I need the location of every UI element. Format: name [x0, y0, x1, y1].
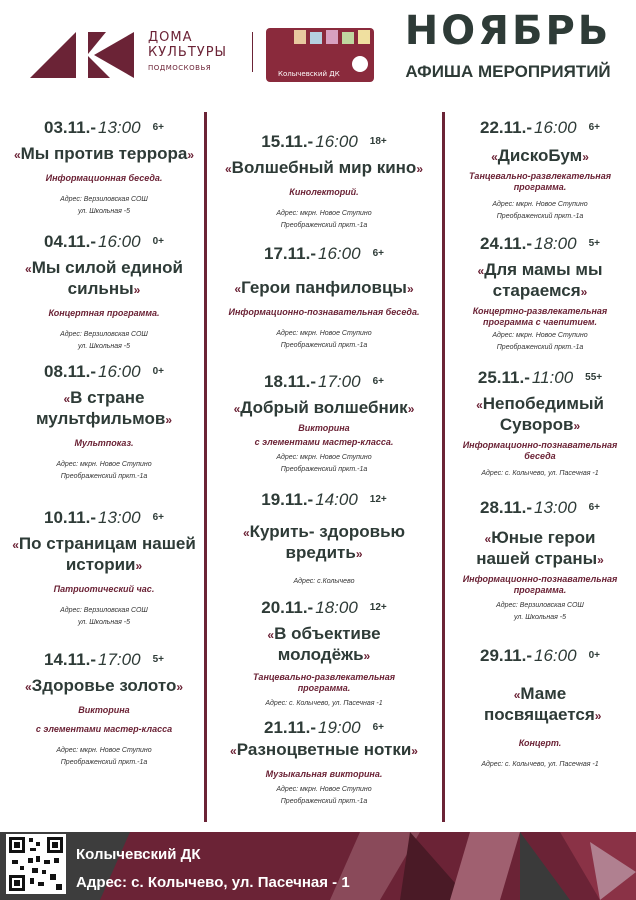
org-line1: ДОМА	[148, 30, 193, 45]
event-desc: Викторина с элементами мастер-класса.	[254, 423, 394, 447]
age-badge: 5+	[152, 654, 164, 665]
event-date: 25.11.- 11:00 55+	[477, 368, 603, 387]
event-address: Адрес: мкрн. Новое Ступино Преображенский пркт.-1а	[276, 786, 372, 805]
event-title: «Мы против террора»	[13, 144, 195, 163]
event-title: «По страницам нашей истории»	[12, 534, 196, 574]
footer-venue-name: Колычевский ДК	[76, 846, 201, 863]
event-desc: Кинолекторий.	[289, 187, 359, 197]
event-desc: Патриотический час.	[53, 584, 155, 594]
event-address: Адрес: мкрн. Новое Ступино Преображенский пркт.-1а	[56, 461, 152, 480]
event-desc: Мультпоказ.	[74, 438, 134, 448]
event-title: «Мы силой единой сильны»	[25, 258, 183, 298]
event-date: 20.11.- 18:00 12+	[261, 598, 387, 617]
event-desc: Викторина с элементами мастер-класса	[35, 705, 173, 734]
event-title: «Волшебный мир кино»	[224, 158, 424, 177]
event-desc: Информационно-познавательная беседа.	[228, 307, 420, 317]
event-title: «Юные герои нашей страны»	[476, 528, 604, 568]
logo-divider	[252, 32, 253, 72]
event-title: «Разноцветные нотки»	[230, 740, 418, 759]
event-date: 28.11.- 13:00 6+	[480, 498, 600, 517]
column-divider	[442, 112, 445, 822]
age-badge: 0+	[152, 366, 164, 377]
event-address: Адрес: Верзиловская СОШ ул. Школьная -5	[60, 607, 148, 626]
event-date: 19.11.- 14:00 12+	[261, 490, 387, 509]
event-card	[208, 490, 440, 588]
age-badge: 6+	[152, 122, 164, 133]
event-title: «Для мамы мы стараемся»	[477, 260, 603, 300]
event-title: «Герои панфиловцы»	[234, 278, 414, 297]
event-address: Адрес: мкрн. Новое Ступино Преображенский пркт.-1а	[56, 747, 152, 766]
age-badge: 6+	[372, 722, 384, 733]
event-card	[4, 118, 204, 218]
event-card	[448, 234, 632, 354]
event-desc: Информационная беседа.	[45, 173, 163, 183]
org-logo-text	[148, 30, 227, 72]
event-desc: Музыкальная викторина.	[265, 769, 383, 779]
event-address: Адрес: мкрн. Новое Ступино Преображенский пркт.-1а	[276, 330, 372, 349]
event-card	[448, 368, 632, 480]
event-date: 04.11.- 16:00 0+	[44, 232, 164, 251]
poster-subtitle: АФИША МЕРОПРИЯТИЙ	[405, 62, 611, 81]
event-title: «В объективе молодёжь»	[267, 624, 381, 664]
event-title: «Курить- здоровью вредить»	[242, 522, 406, 562]
event-desc: Танцевально-развлекательная программа.	[468, 171, 612, 192]
event-desc: Концерт.	[518, 738, 562, 748]
event-address: Адрес: мкрн. Новое Ступино Преображенский пркт.-1а	[492, 201, 588, 220]
event-card	[4, 650, 204, 769]
age-badge: 6+	[372, 248, 384, 259]
event-title: «Добрый волшебник»	[233, 398, 415, 417]
month-title: НОЯБРЬ	[404, 8, 612, 54]
event-date: 24.11.- 18:00 5+	[480, 234, 600, 253]
age-badge: 0+	[152, 236, 164, 247]
event-date: 18.11.- 17:00 6+	[264, 372, 384, 391]
column-divider	[204, 112, 207, 822]
age-badge: 12+	[369, 494, 387, 505]
age-badge: 5+	[588, 238, 600, 249]
kolychevo-dk-logo	[264, 24, 376, 86]
event-title: «Непобедимый Суворов»	[476, 394, 604, 434]
age-badge: 6+	[372, 376, 384, 387]
event-date: 29.11.- 16:00 0+	[480, 646, 600, 665]
event-title: «Здоровье золото»	[24, 676, 184, 695]
event-address: Адрес: мкрн. Новое Ступино Преображенский пркт.-1а	[492, 332, 588, 351]
event-card	[208, 718, 440, 808]
event-desc: Концертно-развлекательная программа с чаепитием.	[472, 306, 608, 327]
event-desc: Концертная программа.	[48, 308, 160, 318]
event-address: Адрес: с.Колычево	[293, 578, 355, 585]
event-card	[448, 646, 632, 771]
event-card	[448, 118, 632, 223]
event-address: Адрес: Верзиловская СОШ ул. Школьная -5	[60, 331, 148, 350]
event-address: Адрес: мкрн. Новое Ступино Преображенский пркт.-1а	[276, 454, 372, 473]
event-date: 14.11.- 17:00 5+	[44, 650, 164, 669]
event-address: Адрес: с. Колычево, ул. Пасечная -1	[481, 761, 599, 768]
event-card	[208, 132, 440, 232]
event-card	[4, 508, 204, 629]
event-date: 22.11.- 16:00 6+	[480, 118, 600, 137]
event-date: 17.11.- 16:00 6+	[264, 244, 384, 263]
event-address: Адрес: Верзиловская СОШ ул. Школьная -5	[496, 602, 584, 621]
age-badge: 12+	[369, 602, 387, 613]
age-badge: 6+	[152, 512, 164, 523]
event-date: 15.11.- 16:00 18+	[261, 132, 387, 151]
event-card	[208, 598, 440, 710]
event-date: 21.11.- 19:00 6+	[264, 718, 384, 737]
event-title: «В стране мультфильмов»	[35, 388, 173, 428]
logo2-caption: Колычевский ДК	[278, 70, 340, 78]
event-date: 03.11.- 13:00 6+	[44, 118, 164, 137]
org-line2: КУЛЬТУРЫ	[148, 45, 228, 60]
event-address: Адрес: с. Колычево, ул. Пасечная -1	[481, 470, 599, 477]
dk-logo-icon	[30, 32, 134, 78]
event-date: 10.11.- 13:00 6+	[44, 508, 164, 527]
age-badge: 18+	[369, 136, 387, 147]
event-card	[4, 232, 204, 353]
event-address: Адрес: с. Колычево, ул. Пасечная -1	[265, 700, 383, 707]
event-address: Адрес: мкрн. Новое Ступино Преображенский пркт.-1а	[276, 210, 372, 229]
age-badge: 55+	[585, 372, 603, 383]
event-date: 08.11.- 16:00 0+	[44, 362, 164, 381]
org-line3: ПОДМОСКОВЬЯ	[148, 64, 212, 72]
age-badge: 6+	[588, 502, 600, 513]
event-desc: Информационно-познавательная беседа	[462, 440, 618, 461]
event-desc: Информационно-познавательная программа.	[462, 574, 618, 595]
qr-code	[6, 834, 66, 894]
footer-address: Адрес: с. Колычево, ул. Пасечная - 1	[76, 874, 350, 891]
event-title: «ДискоБум»	[491, 146, 589, 165]
event-address: Адрес: Верзиловская СОШ ул. Школьная -5	[60, 196, 148, 215]
event-card	[448, 498, 632, 624]
age-badge: 0+	[588, 650, 600, 661]
event-desc: Танцевально-развлекательная программа.	[252, 672, 396, 693]
event-card	[208, 372, 440, 476]
event-card	[208, 244, 440, 352]
age-badge: 6+	[588, 122, 600, 133]
event-title: «Маме посвящается»	[484, 684, 602, 724]
event-card	[4, 362, 204, 483]
